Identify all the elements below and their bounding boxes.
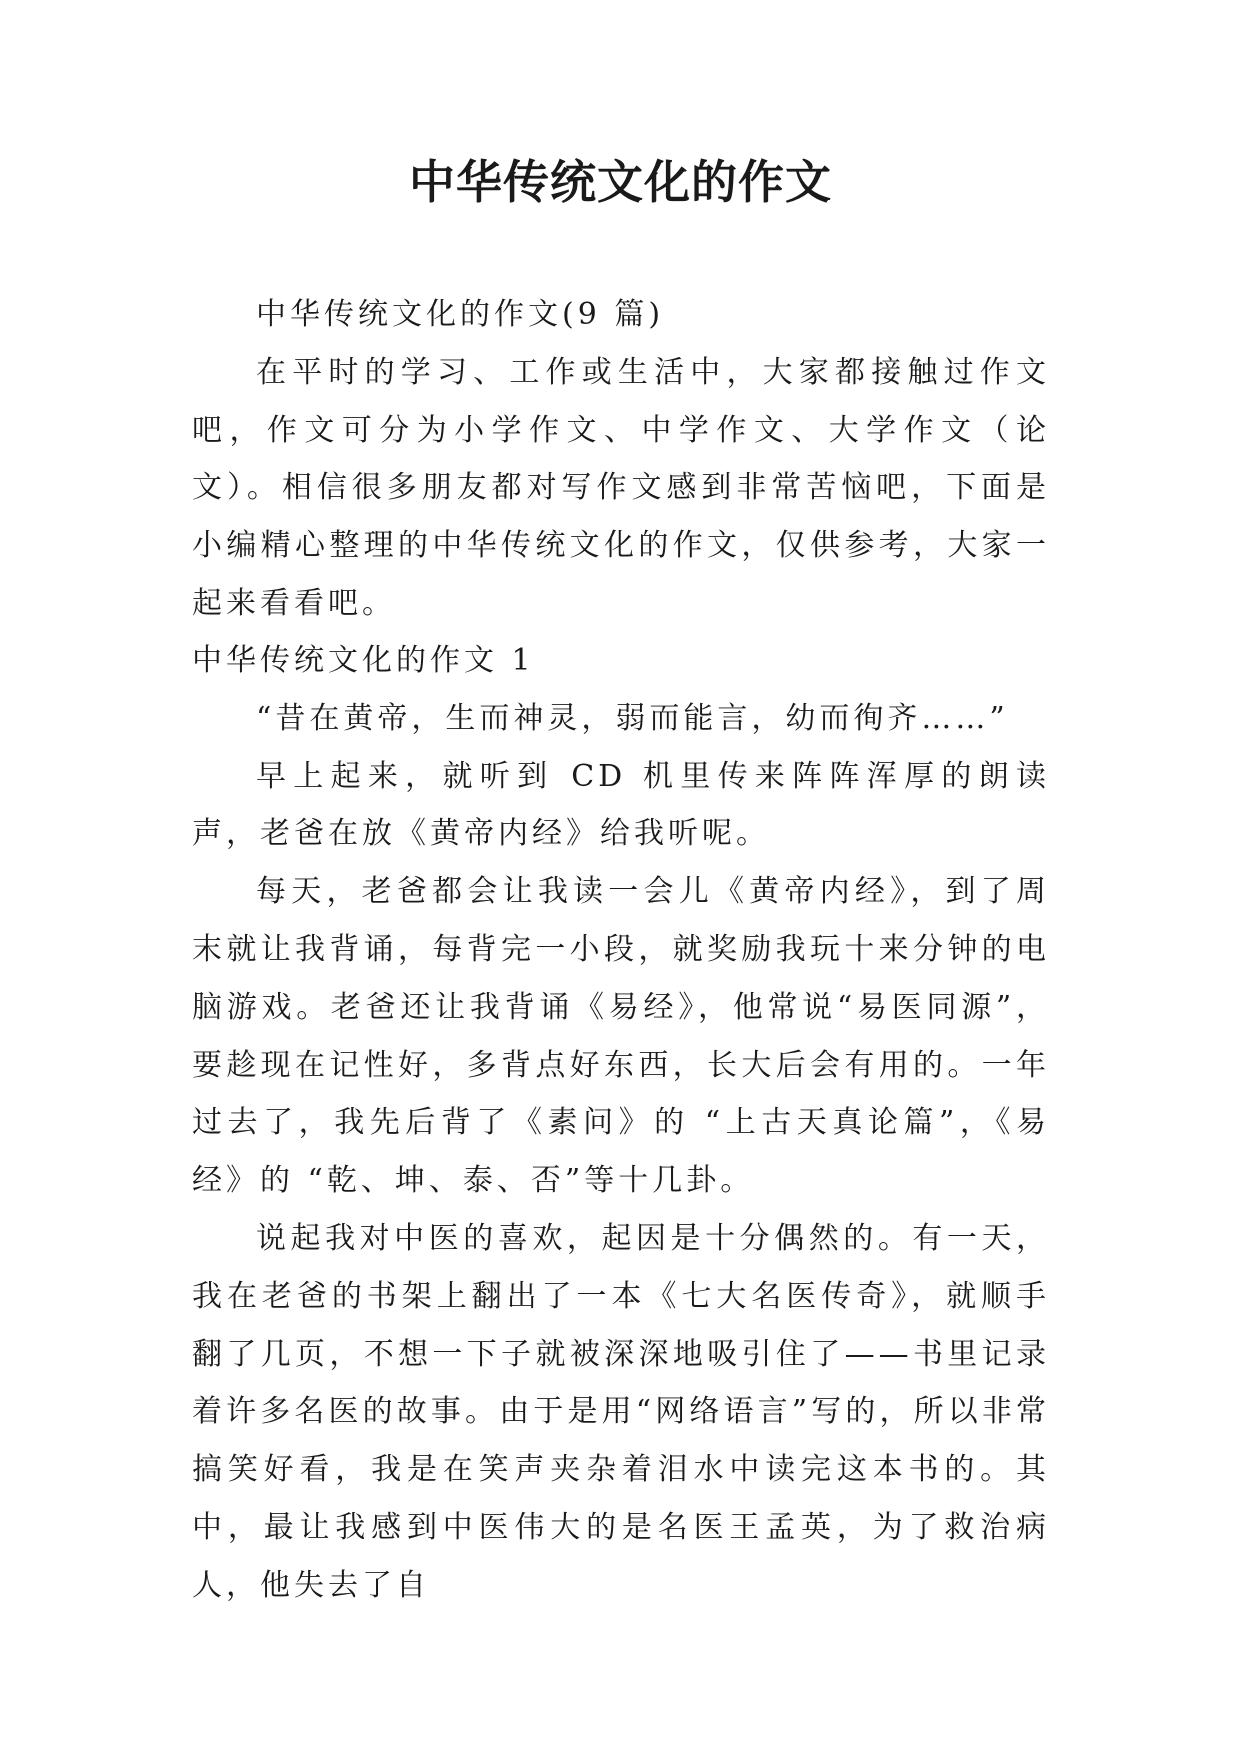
section-1 <box>192 632 1050 1615</box>
intro-subtitle: 中华传统文化的作文(9 篇) <box>256 297 665 332</box>
section-paragraph: 每天，老爸都会让我读一会儿《黄帝内经》，到了周末就让我背诵，每背完一小段，就奖励我玩十来分钟的电脑游戏。老爸还让我背诵《易经》，他常说“易医同源”，要趁现在记性好，多背点好东西，长大后会有用的。一年过去了，我先后背了《素问》的 “上古天真论篇”，《易经》的 “乾、坤、泰、否”等十几卦。 <box>192 874 1050 1199</box>
intro-block <box>192 286 1050 633</box>
document-title: 中华传统文化的作文 <box>409 155 832 209</box>
section-paragraph: “昔在黄帝，生而神灵，弱而能言，幼而徇齐……” <box>256 700 1009 736</box>
intro-paragraph: 在平时的学习、工作或生活中，大家都接触过作文吧，作文可分为小学作文、中学作文、大学作文（论文）。相信很多朋友都对写作文感到非常苦恼吧，下面是小编精心整理的中华传统文化的作文，仅供参考，大家一起来看看吧。 <box>192 354 1050 621</box>
section-paragraph: 早上起来，就听到 CD 机里传来阵阵浑厚的朗读声，老爸在放《黄帝内经》给我听呢。 <box>192 758 1050 852</box>
section-heading: 中华传统文化的作文 1 <box>192 643 535 678</box>
section-paragraph: 说起我对中医的喜欢，起因是十分偶然的。有一天，我在老爸的书架上翻出了一本《七大名医传奇》，就顺手翻了几页，不想一下子就被深深地吸引住了——书里记录着许多名医的故事。由于是用“网络语言”写的，所以非常搞笑好看，我是在笑声夹杂着泪水中读完这本书的。其中，最让我感到中医伟大的是名医王孟英，为了救治病人，他失去了自 <box>192 1220 1050 1603</box>
